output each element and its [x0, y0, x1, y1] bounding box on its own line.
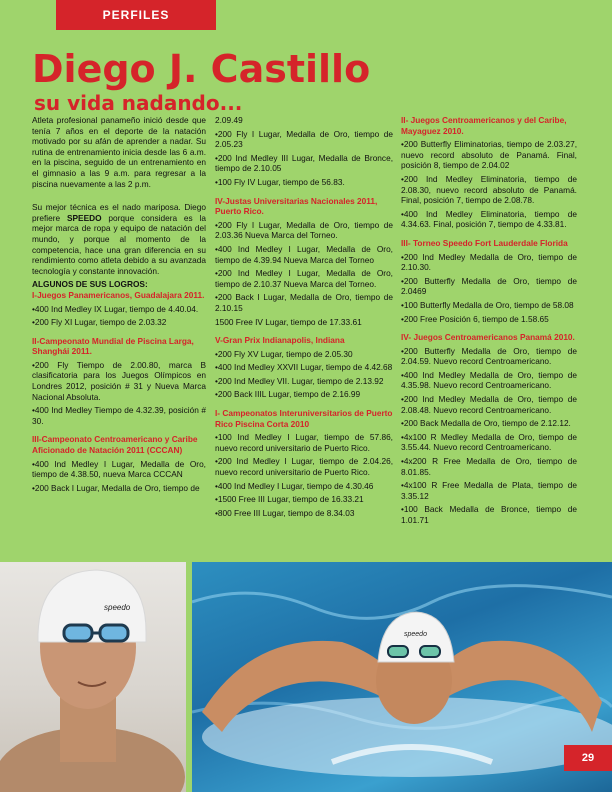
achievement-item: •200 Back I Lugar, Medalla de Oro, tiempo de — [32, 482, 200, 493]
swimmer-cap-logo-text: speedo — [404, 631, 427, 638]
achievement-item: •800 Free III Lugar, tiempo de 8.34.03 — [215, 507, 355, 518]
achievement-item: •400 Ind Medley IX Lugar, tiempo de 4.40.04. — [32, 303, 199, 314]
achievements-heading: ALGUNOS DE SUS LOGROS: — [32, 279, 148, 290]
achievement-item: •200 Back IIIL Lugar, tiempo de 2.16.99 — [215, 389, 361, 400]
achievement-item: •100 Back Medalla de Bronce, tiempo de 1.01.71 — [401, 504, 577, 525]
section-label: PERFILES — [102, 8, 170, 22]
achievement-item: •200 Butterfly Eliminatorias, tiempo de 2.03.27, nuevo record absoluto de Panamá. Final, posición 8, tiempo de 2.04.02 — [401, 139, 577, 171]
column-1-sections — [32, 290, 206, 494]
swimmer-portrait-photo — [0, 562, 186, 792]
column-3-sections — [401, 115, 577, 526]
achievement-item: •400 Ind Medley I Lugar, tiempo de 4.30.46 — [215, 480, 374, 491]
achievement-item: •200 Ind Medley Medalla de Oro, tiempo de 2.08.48. Nuevo record Centroamericano. — [401, 394, 577, 415]
page-number: 29 — [581, 752, 595, 764]
achievement-item: •200 Back I Lugar, Medalla de Oro, tiempo de 2.10.15 — [215, 292, 393, 313]
achievement-item: •1500 Free III Lugar, tiempo de 16.33.21 — [215, 494, 364, 505]
intro-paragraph-1: Atleta profesional panameño inició desde que tenía 7 años en el deporte de la natación motivado por su afán de aprender a nadar. Su rutina de entrenamiento inicia desde las 6 a.m. en la piscina, seguido de un entrenamiento en el gimnasio a las 9 a.m. para regresar a la piscina nuevamente a las 2 p.m. — [32, 115, 206, 189]
cap-logo-text: speedo — [104, 603, 131, 612]
achievement-item: •4x200 R Free Medalla de Oro, tiempo de 8.01.85. — [401, 456, 577, 477]
swimmer-butterfly-photo — [192, 562, 612, 792]
page-number-badge — [564, 745, 612, 771]
achievement-item: •4x100 R Medley Medalla de Oro, tiempo de 3.55.44. Nuevo record Centroamericano. — [401, 431, 577, 453]
achievement-item: •200 Ind Medley Eliminatoria, tiempo de 2.08.30, nuevo record absoluto de Panamá. Final, posición 7, tiempo de 2.08.78. — [401, 173, 577, 206]
achievement-heading: II- Juegos Centroamericanos y del Caribe, Mayaguez 2010. — [401, 115, 567, 136]
achievement-heading: V-Gran Prix Indianapolis, Indiana — [215, 335, 345, 346]
achievement-item: •100 Ind Medley I Lugar, tiempo de 57.86, nuevo record universitario de Puerto Rico. — [215, 432, 393, 453]
achievement-heading: IV-Justas Universitarias Nacionales 2011, Puerto Rico. — [215, 195, 378, 217]
achievement-heading: III-Campeonato Centroamericano y Caribe Aficionado de Natación 2011 (CCCAN) — [32, 434, 198, 456]
column-2-sections — [215, 196, 393, 519]
achievement-item: •200 Butterfly Medalla de Oro, tiempo de 2.0469 — [401, 275, 577, 297]
achievement-item: •400 Ind Medley Eliminatoria, tiempo de 4.34.63. Final, posición 7, tiempo de 4.33.81. — [401, 208, 577, 230]
achievement-item: •400 Ind Medley Tiempo de 4.32.39, posición # 30. — [32, 405, 206, 426]
column-1 — [32, 115, 206, 496]
achievement-heading: III- Torneo Speedo Fort Lauderdale Florida — [401, 237, 568, 248]
section-tab — [56, 0, 216, 30]
achievement-item: •100 Fly IV Lugar, tiempo de 56.83. — [215, 176, 345, 187]
column-2-continued — [215, 115, 393, 188]
achievement-item: •400 Ind Medley I Lugar, Medalla de Oro, tiempo de 4.38.50, nueva Marca CCCAN — [32, 458, 206, 480]
achievement-item: •200 Fly Tiempo de 2.00.80, marca B clasificatoria para los Juegos Olímpicos en Londres 2012, posición # 31 y Nueva Marca Nacional Absoluta. — [32, 359, 206, 402]
achievement-item: •200 Ind Medley I Lugar, Medalla de Oro, tiempo de 2.10.37 Nueva Marca del Torneo. — [215, 268, 393, 289]
page-subtitle: su vida nadando... — [34, 91, 243, 115]
achievement-item: •400 Ind Medley XXVII Lugar, tiempo de 4.42.68 — [215, 362, 393, 373]
intro-paragraph-2 — [32, 202, 206, 276]
achievement-item: •200 Ind Medley Medalla de Oro, tiempo de 2.10.30. — [401, 251, 577, 273]
achievement-item: •400 Ind Medley I Lugar, Medalla de Oro, tiempo de 4.39.94 Nueva Marca del Torneo — [215, 243, 393, 265]
achievement-item: •200 Fly XI Lugar, tiempo de 2.03.32 — [32, 317, 167, 328]
achievement-heading: I-Juegos Panamericanos, Guadalajara 2011. — [32, 289, 205, 300]
achievement-item: •200 Fly I Lugar, Medalla de Oro, tiempo de 2.03.36 Nueva Marca del Torneo. — [215, 219, 393, 241]
intro-p2-end: porque considera es la mejor marca de ropa y equipo de natación del mundo, y porque al momento de la competencia, hace una gran diferencia en su rendimiento como atleta debido a su avanzada tecnología y constante innovación. — [32, 212, 206, 276]
achievement-item: 1500 Free IV Lugar, tiempo de 17.33.61 — [215, 316, 362, 327]
achievement-item: 2.09.49 — [215, 115, 243, 125]
achievement-item: •200 Ind Medley VII. Lugar, tiempo de 2.13.92 — [215, 375, 384, 386]
achievement-heading: II-Campeonato Mundial de Piscina Larga, Shanghái 2011. — [32, 335, 194, 357]
achievement-heading: I- Campeonatos Interuniversitarios de Puerto Rico Piscina Corta 2010 — [215, 408, 393, 429]
achievement-item: •200 Ind Medley III Lugar, Medalla de Bronce, tiempo de 2.10.05 — [215, 152, 393, 174]
achievement-item: •200 Butterfly Medalla de Oro, tiempo de 2.04.59. Nuevo record Centroamericano. — [401, 345, 577, 367]
achievement-item: •200 Free Posición 6, tiempo de 1.58.65 — [401, 313, 549, 324]
portrait-illustration — [0, 562, 186, 792]
achievement-item: •400 Ind Medley Medalla de Oro, tiempo de 4.35.98. Nuevo record Centroamericano. — [401, 369, 577, 391]
column-2 — [215, 115, 393, 521]
achievement-item: •200 Ind Medley I Lugar, tiempo de 2.04.26, nuevo record universitario de Puerto Rico. — [215, 456, 393, 478]
intro-p2-start: Su mejor técnica es el nado mariposa. Diego prefiere — [32, 202, 206, 223]
achievement-item: •100 Butterfly Medalla de Oro, tiempo de 58.08 — [401, 299, 574, 310]
swimming-illustration — [192, 562, 612, 792]
achievement-item: •200 Back Medalla de Oro, tiempo de 2.12.12. — [401, 418, 571, 429]
achievement-heading: IV- Juegos Centroamericanos Panamá 2010. — [401, 332, 575, 343]
achievement-item: •4x100 R Free Medalla de Plata, tiempo de 3.35.12 — [401, 480, 577, 501]
achievement-item: •200 Fly XV Lugar, tiempo de 2.05.30 — [215, 348, 353, 359]
achievement-item: •200 Fly I Lugar, Medalla de Oro, tiempo de 2.05.23 — [215, 128, 393, 150]
column-3 — [401, 115, 577, 529]
page-title: Diego J. Castillo — [32, 47, 371, 91]
brand-name: SPEEDO — [66, 212, 102, 223]
